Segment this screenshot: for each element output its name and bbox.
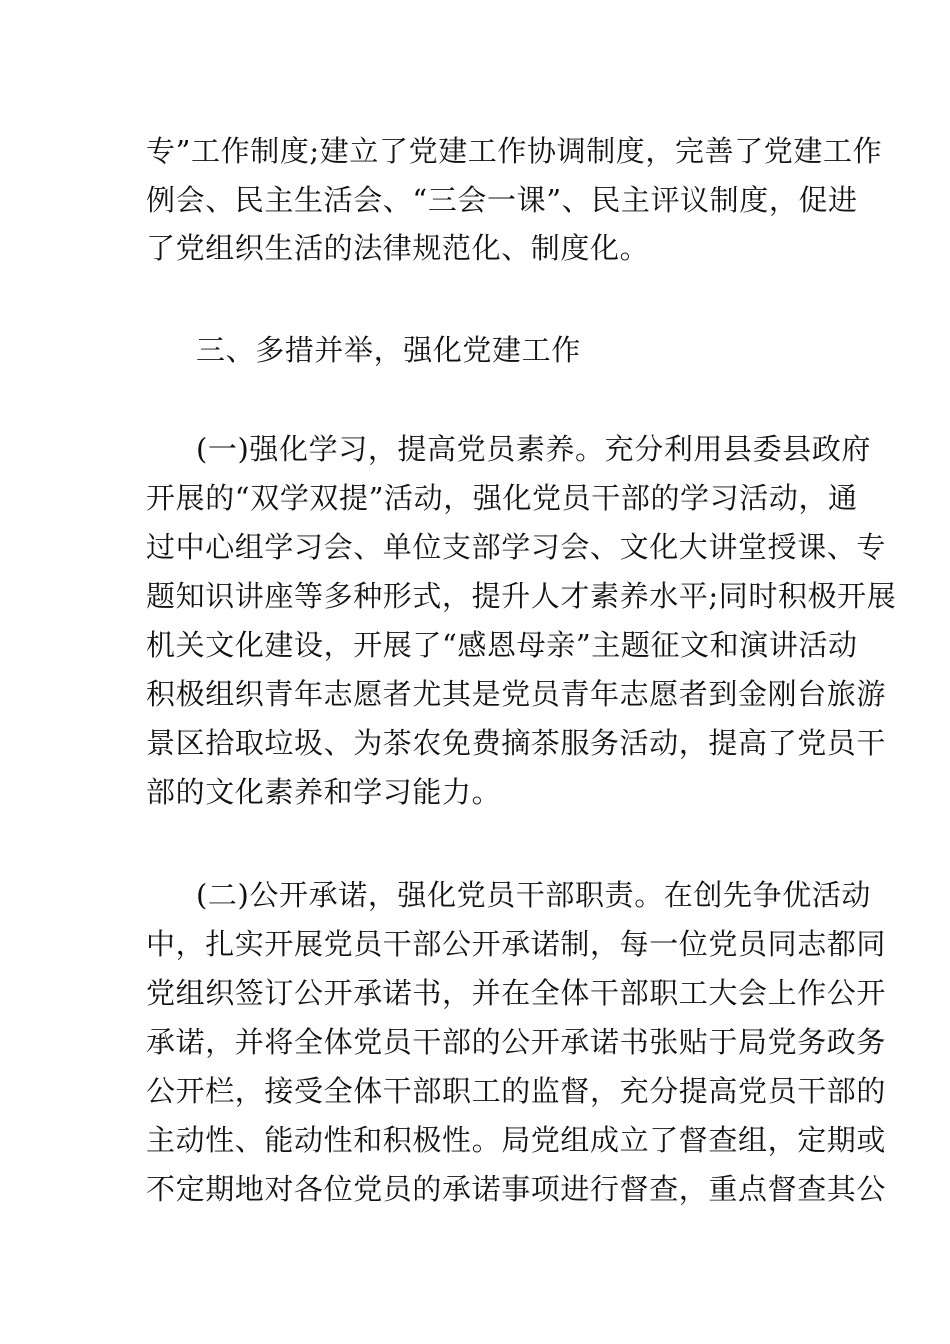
paragraph-line: 党组织签订公开承诺书，并在全体干部职工大会上作公开 bbox=[146, 976, 887, 1010]
paragraph-line: 开展的“双学双提”活动，强化党员干部的学习活动，通 bbox=[146, 481, 858, 515]
paragraph-line: 例会、民主生活会、“三会一课”、民主评议制度，促进 bbox=[146, 183, 858, 217]
paragraph-line: 景区拾取垃圾、为茶农免费摘茶服务活动，提高了党员干 bbox=[146, 726, 887, 760]
paragraph-line: 专”工作制度;建立了党建工作协调制度，完善了党建工作 bbox=[146, 134, 883, 168]
paragraph-line: 题知识讲座等多种形式，提升人才素养水平;同时积极开展 bbox=[146, 579, 897, 613]
paragraph-line: 机关文化建设，开展了“感恩母亲”主题征文和演讲活动 bbox=[146, 628, 858, 662]
paragraph-line: 承诺，并将全体党员干部的公开承诺书张贴于局党务政务 bbox=[146, 1025, 887, 1059]
paragraph-line: 主动性、能动性和积极性。局党组成立了督查组，定期或 bbox=[146, 1123, 887, 1157]
paragraph-line: 公开栏，接受全体干部职工的监督，充分提高党员干部的 bbox=[146, 1074, 887, 1108]
section-heading: 三、多措并举，强化党建工作 bbox=[196, 333, 581, 367]
paragraph-line: (二)公开承诺，强化党员干部职责。在创先争优活动 bbox=[196, 878, 872, 912]
paragraph-line: 中，扎实开展党员干部公开承诺制，每一位党员同志都同 bbox=[146, 927, 887, 961]
paragraph-line: 不定期地对各位党员的承诺事项进行督查，重点督查其公 bbox=[146, 1172, 887, 1206]
paragraph-line: 部的文化素养和学习能力。 bbox=[146, 775, 502, 809]
paragraph-line: (一)强化学习，提高党员素养。充分利用县委县政府 bbox=[196, 432, 872, 466]
paragraph-line: 过中心组学习会、单位支部学习会、文化大讲堂授课、专 bbox=[146, 530, 887, 564]
paragraph-line: 积极组织青年志愿者尤其是党员青年志愿者到金刚台旅游 bbox=[146, 677, 887, 711]
paragraph-line: 了党组织生活的法律规范化、制度化。 bbox=[146, 231, 650, 265]
